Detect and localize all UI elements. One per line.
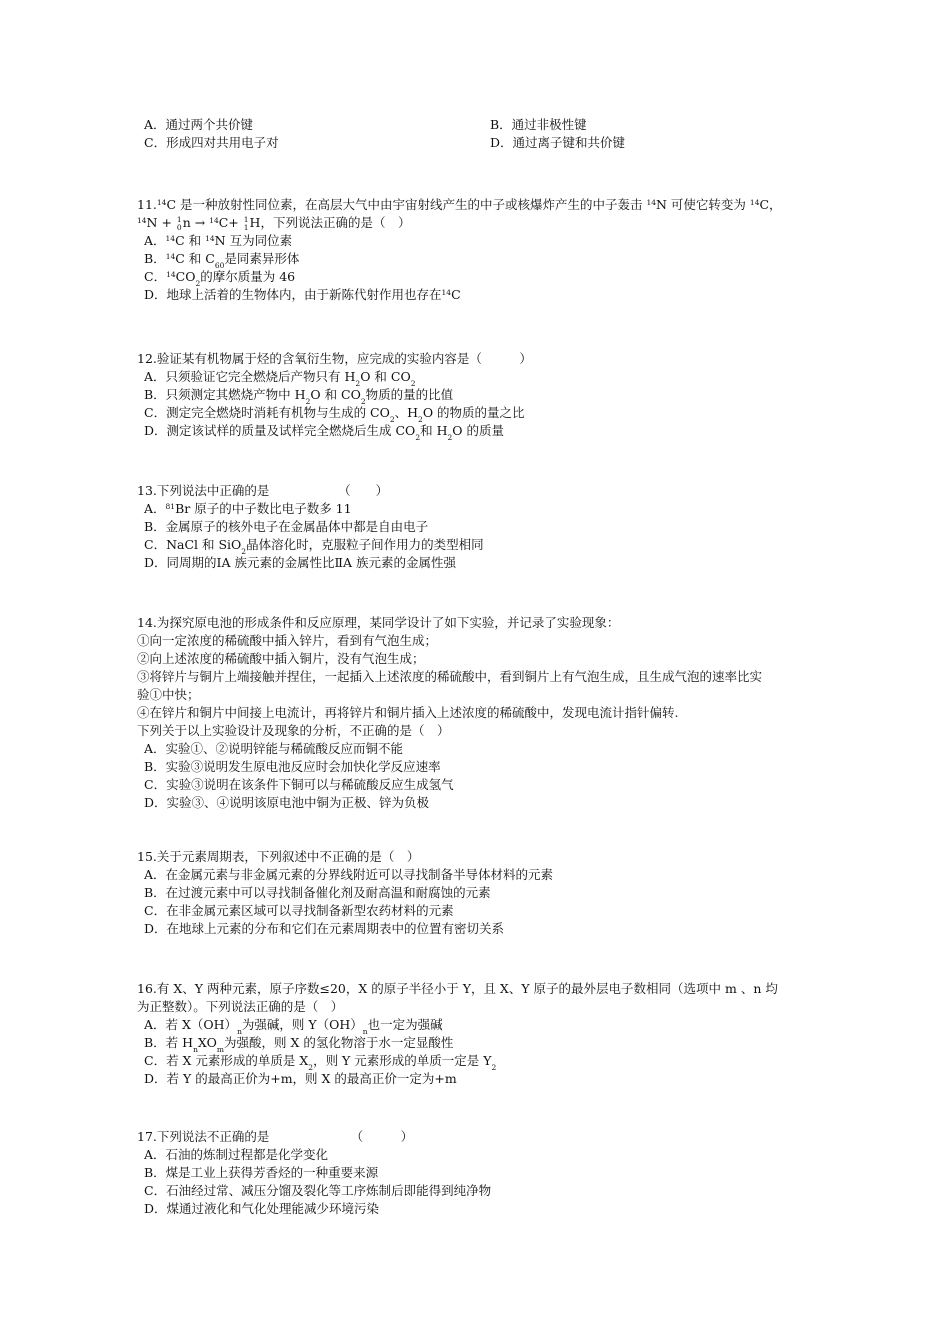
option-a: A．$^{14}$C 和 $^{14}$N 互为同位素 — [144, 233, 293, 248]
option-a: A．通过两个共价键 — [144, 117, 254, 132]
question-stem-equation: $^{14}$N + 1 0n → $^{14}$C+ 1 1H，下列说法正确的是（ ） — [137, 214, 411, 232]
question-10-options — [137, 116, 837, 152]
option-d: D．煤通过液化和气化处理能减少环境污染 — [144, 1201, 380, 1216]
question-15 — [137, 848, 837, 938]
question-stem-cont: 为正整数）。下列说法正确的是（ ） — [137, 999, 344, 1014]
nuclide-notation: 1 0 — [176, 214, 182, 232]
option-b: B．金属原子的核外电子在金属晶体中都是自由电子 — [144, 519, 429, 534]
option-b: B．$^{14}$C 和 $C_{60}$是同素异形体 — [144, 251, 300, 270]
experiment-step-4: ④在锌片和铜片中间接上电流计，再将锌片和铜片插入上述浓度的稀硫酸中，发现电流计指针偏转. — [137, 705, 679, 720]
option-b: B．通过非极性键 — [490, 117, 587, 132]
option-b: B．在过渡元素中可以寻找制备催化剂及耐高温和耐腐蚀的元素 — [144, 885, 491, 900]
option-c: C．若 X 元素形成的单质是 $X_2$，则 Y 元素形成的单质一定是 $Y_2$ — [144, 1053, 497, 1072]
option-d: D．地球上活着的生物体内，由于新陈代射作用也存在$^{14}$C — [144, 287, 461, 302]
option-d: D．测定该试样的质量及试样完全燃烧后生成 $CO_2$和 $H_2O$ 的质量 — [144, 423, 504, 442]
option-c: C．在非金属元素区域可以寻找制备新型农药材料的元素 — [144, 903, 454, 918]
question-14 — [137, 614, 837, 812]
option-c: C．实验③说明在该条件下铜可以与稀硫酸反应生成氢气 — [144, 777, 454, 792]
option-d: D．在地球上元素的分布和它们在元素周期表中的位置有密切关系 — [144, 921, 505, 936]
question-12 — [137, 350, 837, 440]
option-b: B．若 $H_nXO_m$为强酸，则 X 的氢化物溶于水一定显酸性 — [144, 1035, 454, 1054]
option-c: C．形成四对共用电子对 — [144, 135, 279, 150]
question-stem: 12.验证某有机物属于烃的含氧衍生物，应完成的实验内容是（ ） — [137, 351, 532, 366]
option-c: C．测定完全燃烧时消耗有机物与生成的 $CO_2$、$H_2O$ 的物质的量之比 — [144, 405, 525, 424]
question-prompt: 下列关于以上实验设计及现象的分析，不正确的是（ ） — [137, 723, 450, 738]
option-b: B．实验③说明发生原电池反应时会加快化学反应速率 — [144, 759, 441, 774]
question-13 — [137, 482, 837, 572]
option-a: A．在金属元素与非金属元素的分界线附近可以寻找制备半导体材料的元素 — [144, 867, 554, 882]
question-stem: 14.为探究原电池的形成条件和反应原理，某同学设计了如下实验，并记录了实验现象： — [137, 615, 620, 630]
question-11 — [137, 196, 837, 304]
option-d: D．实验③、④说明该原电池中铜为正极、锌为负极 — [144, 795, 430, 810]
question-stem: 15.关于元素周期表，下列叙述中不正确的是（ ） — [137, 849, 420, 864]
experiment-step-3-cont: 验①中快； — [137, 687, 200, 702]
question-stem: 11.14C 是一种放射性同位素，在高层大气中由宇宙射线产生的中子或核爆炸产生的中子轰击 $^{14}$N 可使它转变为 $^{14}$C， — [137, 197, 782, 212]
question-stem: 16.有 X、Y 两种元素，原子序数≤20，X 的原子半径小于 Y，且 X、Y 原子的最外层电子数相同（选项中 m 、n 均 — [137, 981, 778, 996]
option-b: B．只须测定其燃烧产物中 $H_2O$ 和 $CO_2$物质的量的比值 — [144, 387, 454, 406]
option-a: A．$^{81}$Br 原子的中子数比电子数多 11 — [144, 501, 352, 516]
option-a: A．只须验证它完全燃烧后产物只有 $H_2O$ 和 $CO_2$ — [144, 369, 416, 388]
option-d: D．通过离子键和共价键 — [490, 135, 626, 150]
question-17 — [137, 1128, 837, 1218]
option-row — [137, 134, 837, 152]
option-d: D．若 Y 的最高正价为+m，则 X 的最高正价一定为+m — [144, 1071, 457, 1086]
option-a: A．石油的炼制过程都是化学变化 — [144, 1147, 329, 1162]
question-stem: 13.下列说法中正确的是 （ ） — [137, 483, 389, 498]
option-c: C．NaCl 和 SiO$_2$晶体溶化时，克服粒子间作用力的类型相同 — [144, 537, 484, 556]
nuclide-notation: 1 1 — [243, 214, 249, 232]
experiment-step-1: ①向一定浓度的稀硫酸中插入锌片，看到有气泡生成； — [137, 633, 438, 648]
option-a: A．若 $X(OH)_n$为强碱，则 $Y(OH)_n$也一定为强碱 — [144, 1017, 443, 1036]
experiment-step-3: ③将锌片与铜片上端接触并捏住，一起插入上述浓度的稀硫酸中，看到铜片上有气泡生成，且生成气泡的速率比实 — [137, 669, 763, 684]
option-d: D．同周期的ⅠA 族元素的金属性比ⅡA 族元素的金属性强 — [144, 555, 456, 570]
experiment-step-2: ②向上述浓度的稀硫酸中插入铜片，没有气泡生成； — [137, 651, 425, 666]
option-a: A．实验①、②说明锌能与稀硫酸反应而铜不能 — [144, 741, 404, 756]
question-16 — [137, 980, 837, 1088]
option-c: C．石油经过常、减压分馏及裂化等工序炼制后即能得到纯净物 — [144, 1183, 492, 1198]
question-stem: 17.下列说法不正确的是 （ ） — [137, 1129, 414, 1144]
option-c: C．$^{14}CO_2$的摩尔质量为 46 — [144, 269, 296, 288]
option-row — [137, 116, 837, 134]
option-b: B．煤是工业上获得芳香烃的一种重要来源 — [144, 1165, 379, 1180]
